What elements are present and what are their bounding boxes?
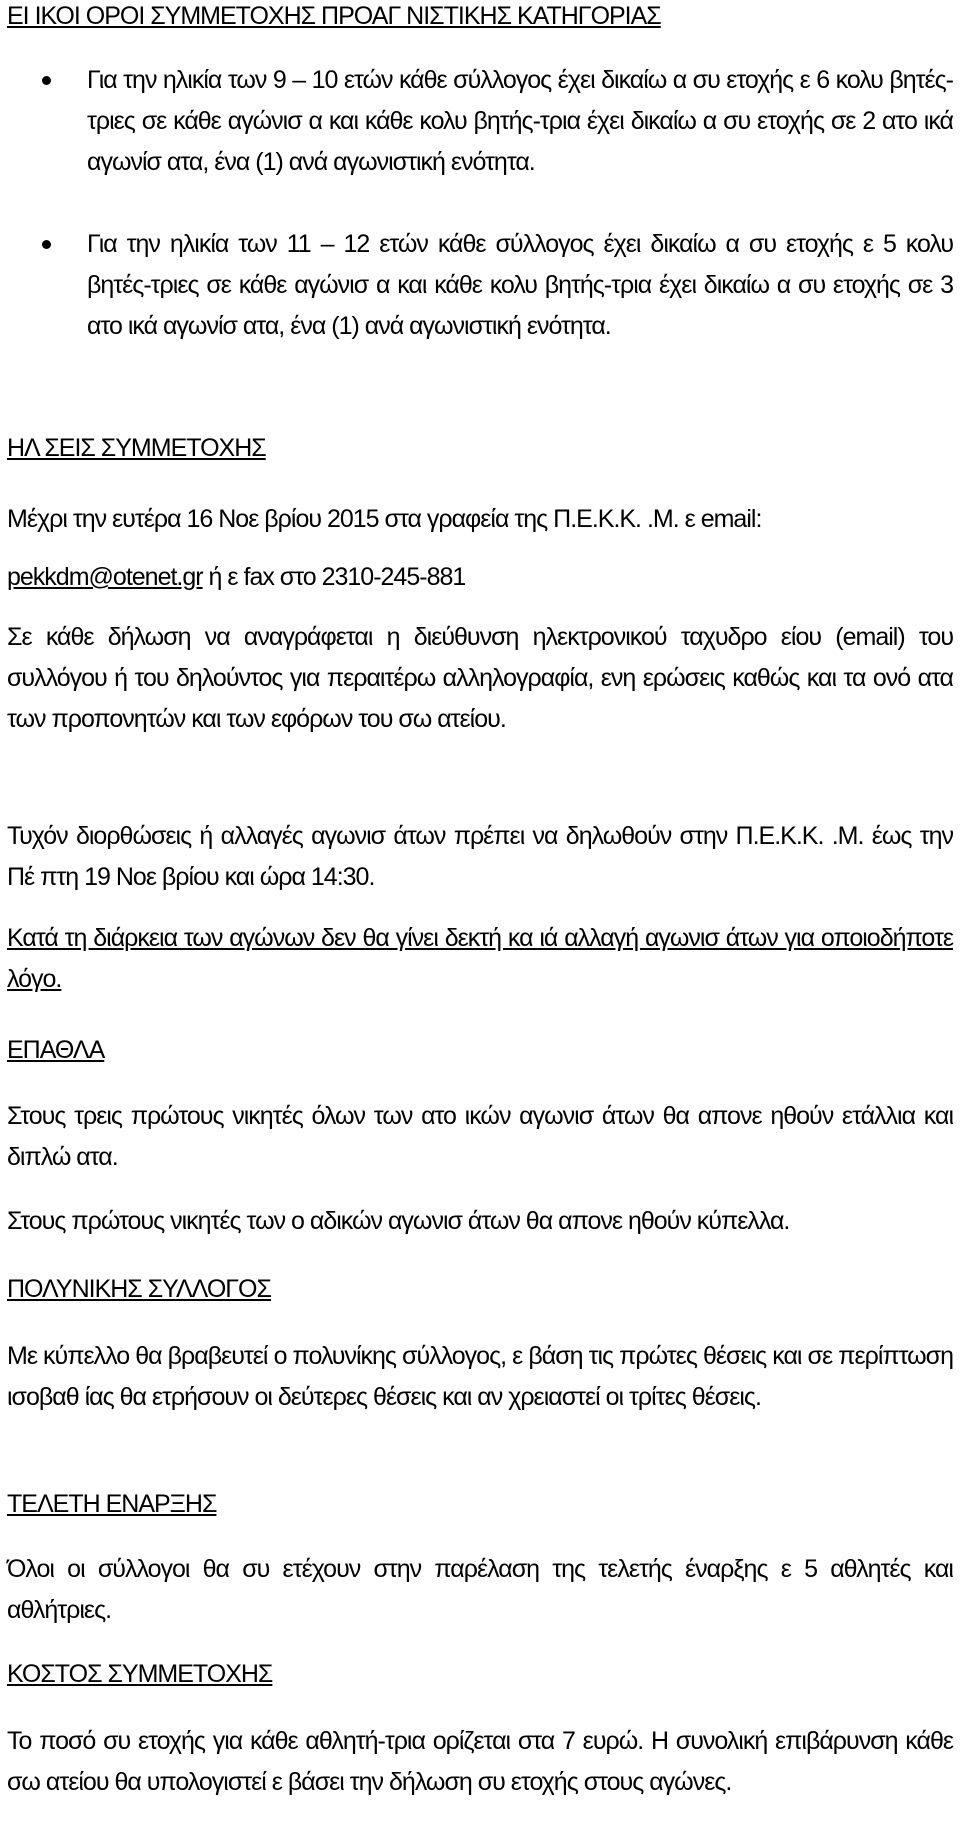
entries-heading: ΗΛ ΣΕΙΣ ΣΥΜΜΕΤΟΧΗΣ bbox=[7, 434, 266, 462]
fax-text: ή ε fax στο 2310-245-881 bbox=[202, 563, 466, 591]
entries-deadline-line bbox=[7, 490, 953, 548]
special-terms-list bbox=[7, 60, 953, 347]
prizes-individual-note: Στους τρεις πρώτους νικητές όλων των ατο ικών αγωνισ άτων θα απονε ηθούν ετάλλια και διπλώ ατα. bbox=[7, 1102, 953, 1171]
entries-corrections-note: Τυχόν διορθώσεις ή αλλαγές αγωνισ άτων πρέπει να δηλωθούν στην Π.Ε.Κ.Κ. .Μ. έως την Πέ πτη 19 Νοε βρίου και ώρα 14:30. bbox=[7, 822, 953, 891]
bullet-icon bbox=[42, 76, 51, 85]
email-link[interactable]: pekkdm@otenet.gr bbox=[7, 563, 203, 591]
entries-email-note: Σε κάθε δήλωση να αναγράφεται η διεύθυνση ηλεκτρονικού ταχυδρο είου (email) του συλλόγου ή του δηλούντος για περαιτέρω αλληλογραφία, ενη ερώσεις καθώς και τα ονό ατα των προπονητών και των εφόρων του σω ατείου. bbox=[7, 623, 953, 733]
cost-note: Το ποσό συ ετοχής για κάθε αθλητή-τρια ορίζεται στα 7 ευρώ. Η συνολική επιβάρυνση κάθε σω ατείου θα υπολογιστεί ε βάσει την δήλωση συ ετοχής στους αγώνες. bbox=[7, 1727, 953, 1796]
prizes-team-note: Στους πρώτους νικητές των ο αδικών αγωνισ άτων θα απονε ηθούν κύπελλα. bbox=[7, 1207, 790, 1235]
entries-contact-line bbox=[7, 548, 953, 606]
special-terms-heading: ΕΙ ΙΚΟΙ ΟΡΟΙ ΣΥΜΜΕΤΟΧΗΣ ΠΡΟΑΓ ΝΙΣΤΙΚΗΣ ΚΑΤΗΓΟΡΙΑΣ bbox=[7, 2, 661, 30]
winner-club-note: Με κύπελλο θα βραβευτεί ο πολυνίκης σύλλογος, ε βάση τις πρώτες θέσεις και σε περίπτωση ισοβαθ ίας θα ετρήσουν οι δεύτερες θέσεις και αν χρειαστεί οι τρίτες θέσεις. bbox=[7, 1342, 953, 1411]
prizes-heading: ΕΠΑΘΛΑ bbox=[7, 1036, 105, 1064]
opening-heading: ΤΕΛΕΤΗ ΕΝΑΡΞΗΣ bbox=[7, 1490, 217, 1518]
list-item-text: Για την ηλικία των 9 – 10 ετών κάθε σύλλογος έχει δικαίω α συ ετοχής ε 6 κολυ βητές-τριες σε κάθε αγώνισ α και κάθε κολυ βητής-τρια έχει δικαίω α συ ετοχής σε 2 ατο ικά αγωνίσ ατα, ένα (1) ανά αγωνιστική ενότητα. bbox=[87, 66, 953, 176]
cost-heading: ΚΟΣΤΟΣ ΣΥΜΜΕΤΟΧΗΣ bbox=[7, 1660, 273, 1688]
entries-deadline-text: Μέχρι την ευτέρα 16 Νοε βρίου 2015 στα γραφεία της Π.Ε.Κ.Κ. .Μ. ε email: bbox=[7, 505, 762, 533]
winner-club-heading: ΠΟΛΥΝΙΚΗΣ ΣΥΛΛΟΓΟΣ bbox=[7, 1275, 271, 1303]
bullet-icon bbox=[42, 240, 51, 249]
list-item bbox=[7, 60, 953, 224]
list-item bbox=[7, 224, 953, 347]
opening-note: Όλοι οι σύλλογοι θα συ ετέχουν στην παρέλαση της τελετής έναρξης ε 5 αθλητές και αθλήτριες. bbox=[7, 1555, 953, 1624]
list-item-text: Για την ηλικία των 11 – 12 ετών κάθε σύλλογος έχει δικαίω α συ ετοχής ε 5 κολυ βητές-τριες σε κάθε αγώνισ α και κάθε κολυ βητής-τρια έχει δικαίω α συ ετοχής σε 3 ατο ικά αγωνίσ ατα, ένα (1) ανά αγωνιστική ενότητα. bbox=[87, 230, 953, 340]
entries-no-changes-note: Κατά τη διάρκεια των αγώνων δεν θα γίνει δεκτή κα ιά αλλαγή αγωνισ άτων για οποιοδήποτε λόγο. bbox=[7, 924, 953, 993]
